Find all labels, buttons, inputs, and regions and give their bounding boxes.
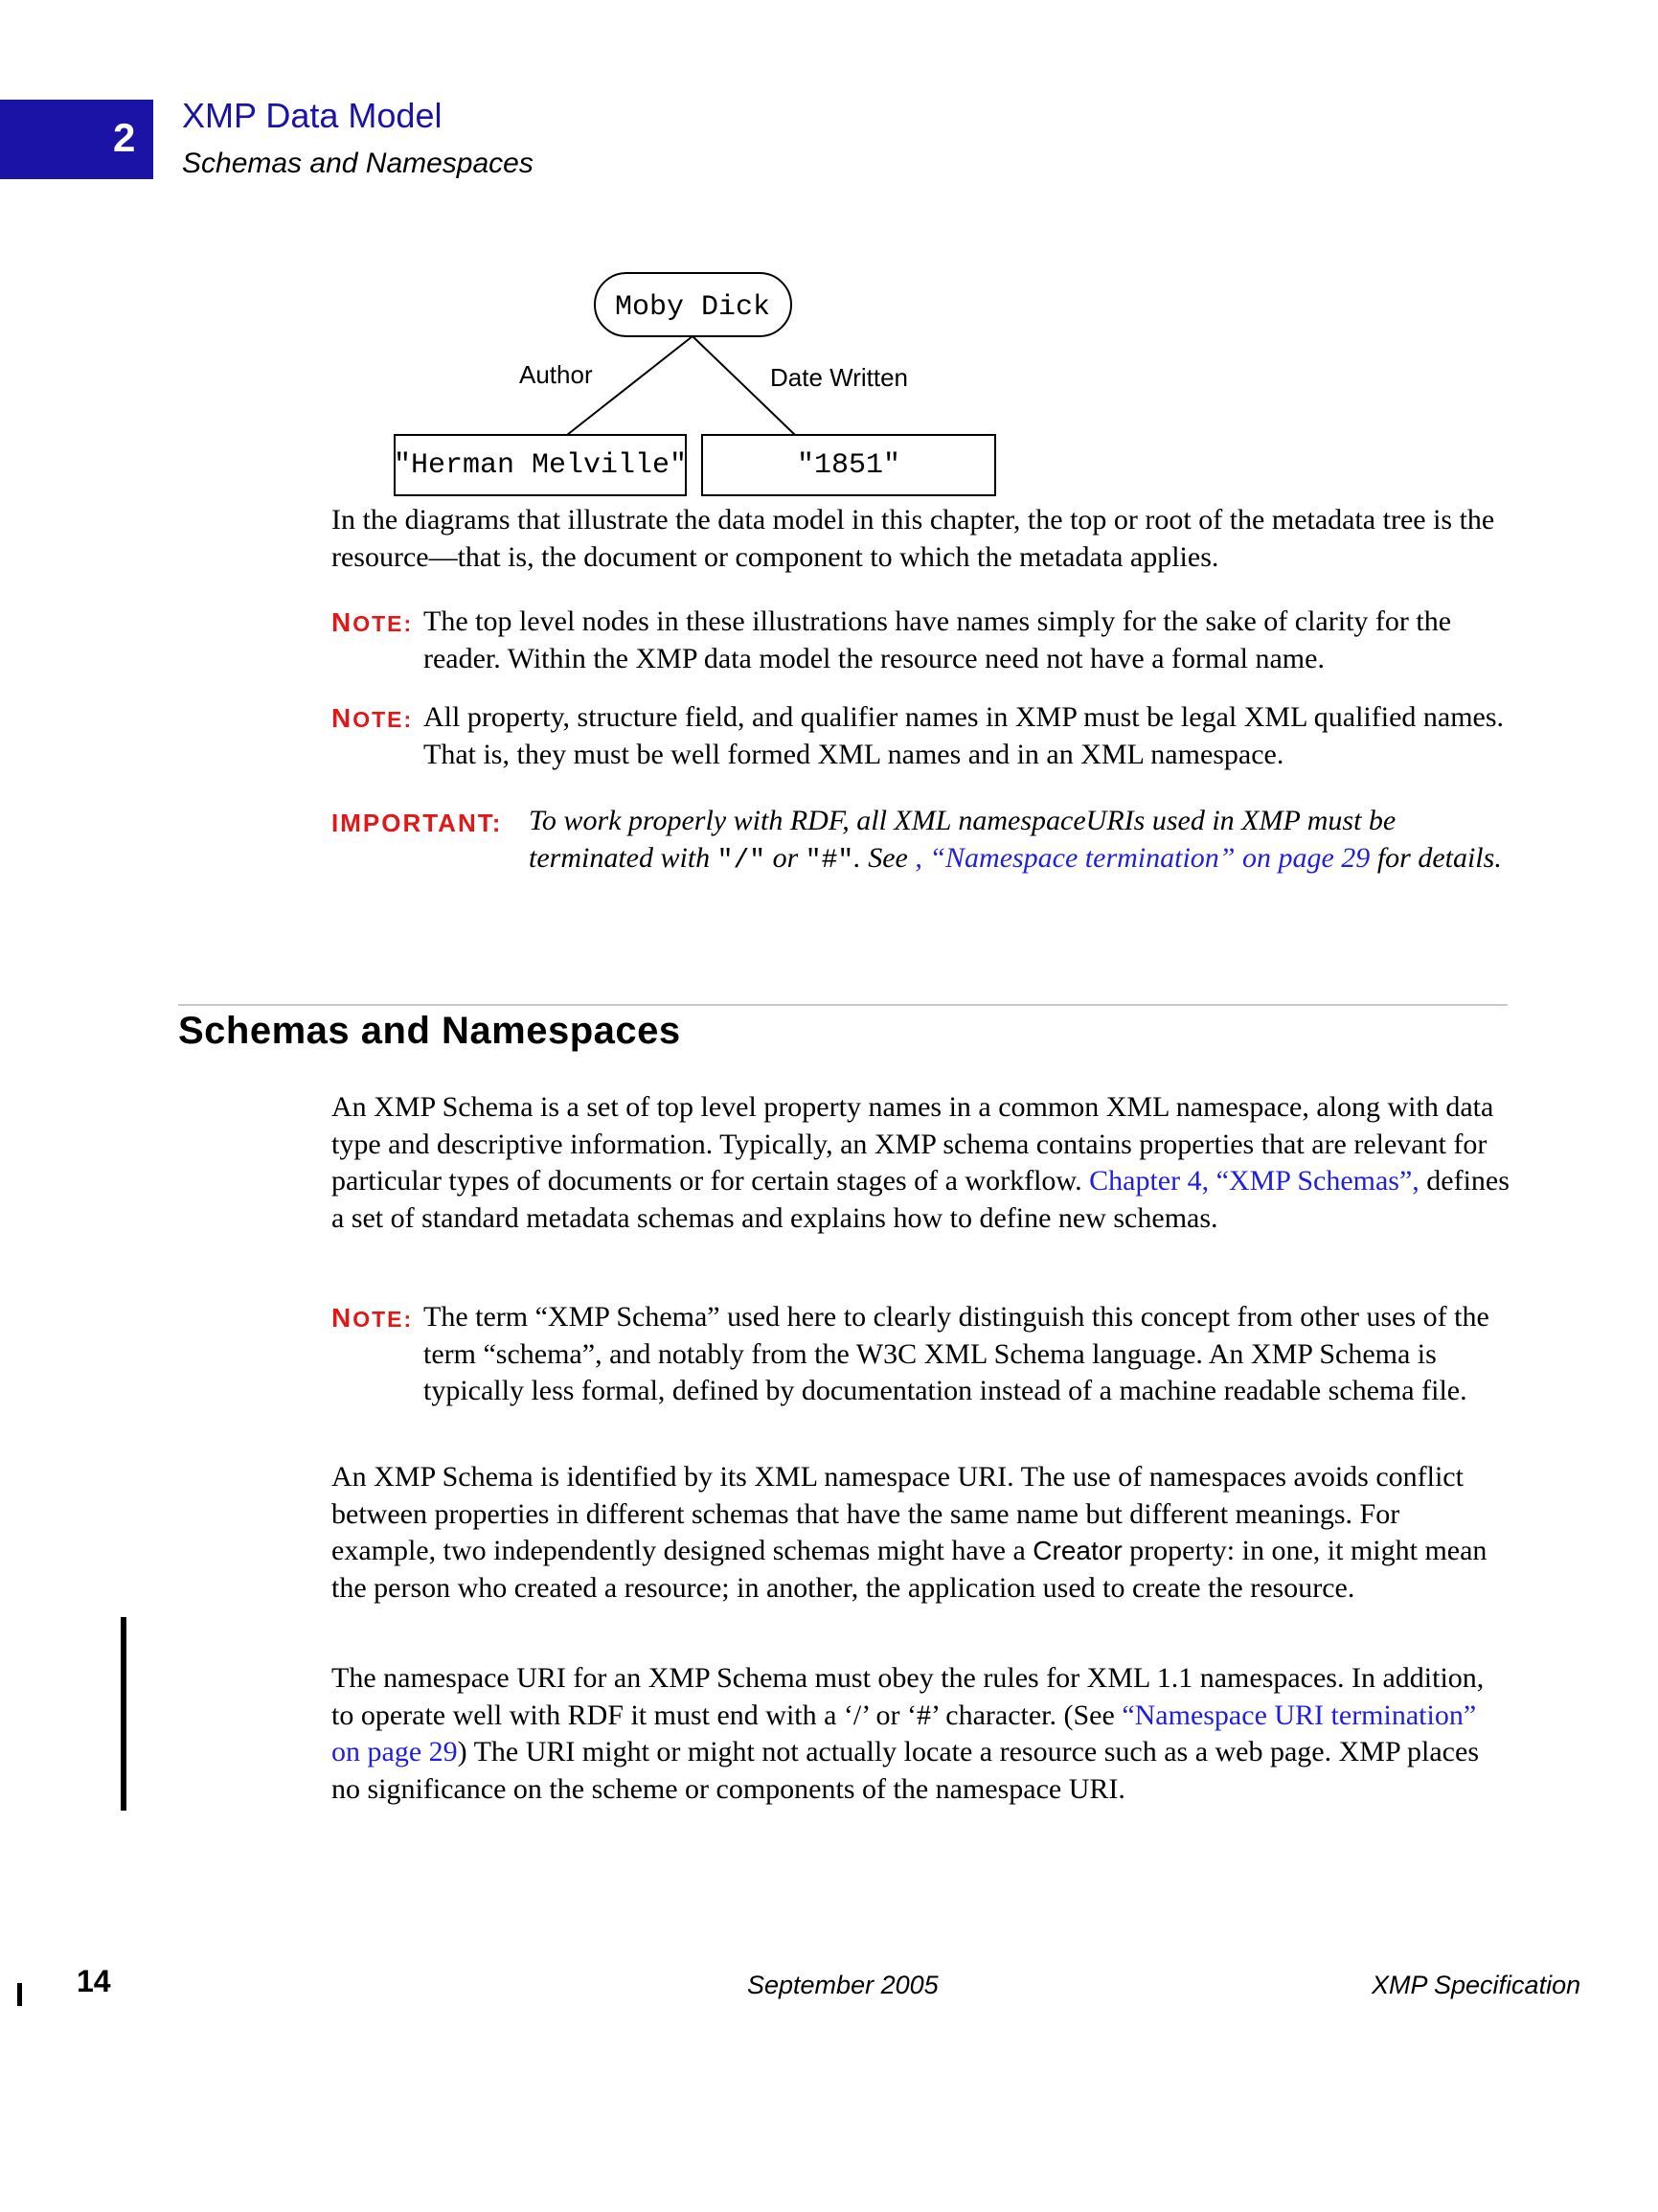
chapter-title: XMP Data Model [182, 96, 443, 135]
note-resource-names [331, 604, 1510, 677]
chapter-4-link[interactable]: Chapter 4, “XMP Schemas”, [1089, 1165, 1420, 1197]
schema-definition-paragraph: An XMP Schema is a set of top level property names in a common XML namespace, along with data type and descriptive information. Typically, an XMP schema contains properties that are relevant for particular types of documents or for certain stages of a workflow. Chapter 4, “XMP Schemas”, defines a set of standard metadata schemas and explains how to define new schemas. [331, 1091, 1510, 1234]
code-hash: "#" [805, 845, 854, 876]
page-number: 14 [77, 1964, 111, 1998]
important-label: IMPORTANT: [331, 809, 503, 837]
section-divider [178, 1004, 1508, 1006]
important-namespace-note [331, 803, 1510, 879]
chapter-number: 2 [113, 115, 136, 160]
intro-paragraph: In the diagrams that illustrate the data model in this chapter, the top or root of the metadata tree is the resource—that is, the document or component to which the metadata applies. [331, 504, 1495, 573]
change-bar [121, 1617, 126, 1811]
edge-date-written-label: Date Written [770, 363, 909, 392]
note-text: The term “XMP Schema” used here to clearly distinguish this concept from other uses of the term “schema”, and notably from the W3C XML Schema language. An XMP Schema is typically less formal, defined by documentation instead of a machine readable schema file. [423, 1301, 1489, 1406]
code-slash: "/" [716, 845, 766, 876]
section-heading: Schemas and Namespaces [178, 1010, 681, 1052]
note-label: NOTE: [331, 1303, 414, 1333]
namespace-uri-termination-link[interactable]: “Namespace URI termination” on page 29 [331, 1699, 1477, 1767]
important-text: To work properly with RDF, all XML namespaceURIs used in XMP must be terminated with "/" or "#". See , “Namespace termination” on page 29 for details. [529, 805, 1502, 876]
note-qualified-names [331, 699, 1510, 773]
note-text: All property, structure field, and qualifier names in XMP must be legal XML qualified names. That is, they must be well formed XML names and in an XML namespace. [423, 701, 1505, 770]
footer-change-bar [17, 1983, 22, 2006]
namespace-termination-link[interactable]: , “Namespace termination” on page 29 [915, 841, 1371, 874]
note-label: NOTE: [331, 703, 414, 733]
leaf-date-value: "1851" [796, 449, 901, 482]
note-label: NOTE: [331, 607, 414, 637]
metadata-tree-diagram [383, 259, 1015, 508]
footer-date: September 2005 [747, 1971, 939, 1999]
root-node-label: Moby Dick [614, 291, 771, 324]
edge-author-label: Author [519, 360, 593, 389]
running-section-title: Schemas and Namespaces [182, 148, 534, 179]
namespace-rules-paragraph: The namespace URI for an XMP Schema must obey the rules for XML 1.1 namespaces. In addition, to operate well with RDF it must end with a ‘/’ or ‘#’ character. (See “Namespace URI termination” on page 29) The URI might or might not actually locate a resource such as a web page. XMP places no significance on the scheme or components of the namespace URI. [331, 1662, 1485, 1805]
note-xmp-schema-term [331, 1299, 1510, 1410]
namespace-uri-paragraph: An XMP Schema is identified by its XML namespace URI. The use of namespaces avoids conflict between properties in different schemas that have the same name but different meanings. For example, two independently designed schemas might have a Creator property: in one, it might mean the person who created a resource; in another, the application used to create the resource. [331, 1461, 1488, 1604]
leaf-author-value: "Herman Melville" [393, 449, 688, 482]
footer-document-title: XMP Specification [1372, 1971, 1581, 1999]
creator-property-name: Creator [1033, 1536, 1123, 1565]
note-text: The top level nodes in these illustrations have names simply for the sake of clarity for the reader. Within the XMP data model the resource need not have a formal name. [423, 605, 1452, 674]
